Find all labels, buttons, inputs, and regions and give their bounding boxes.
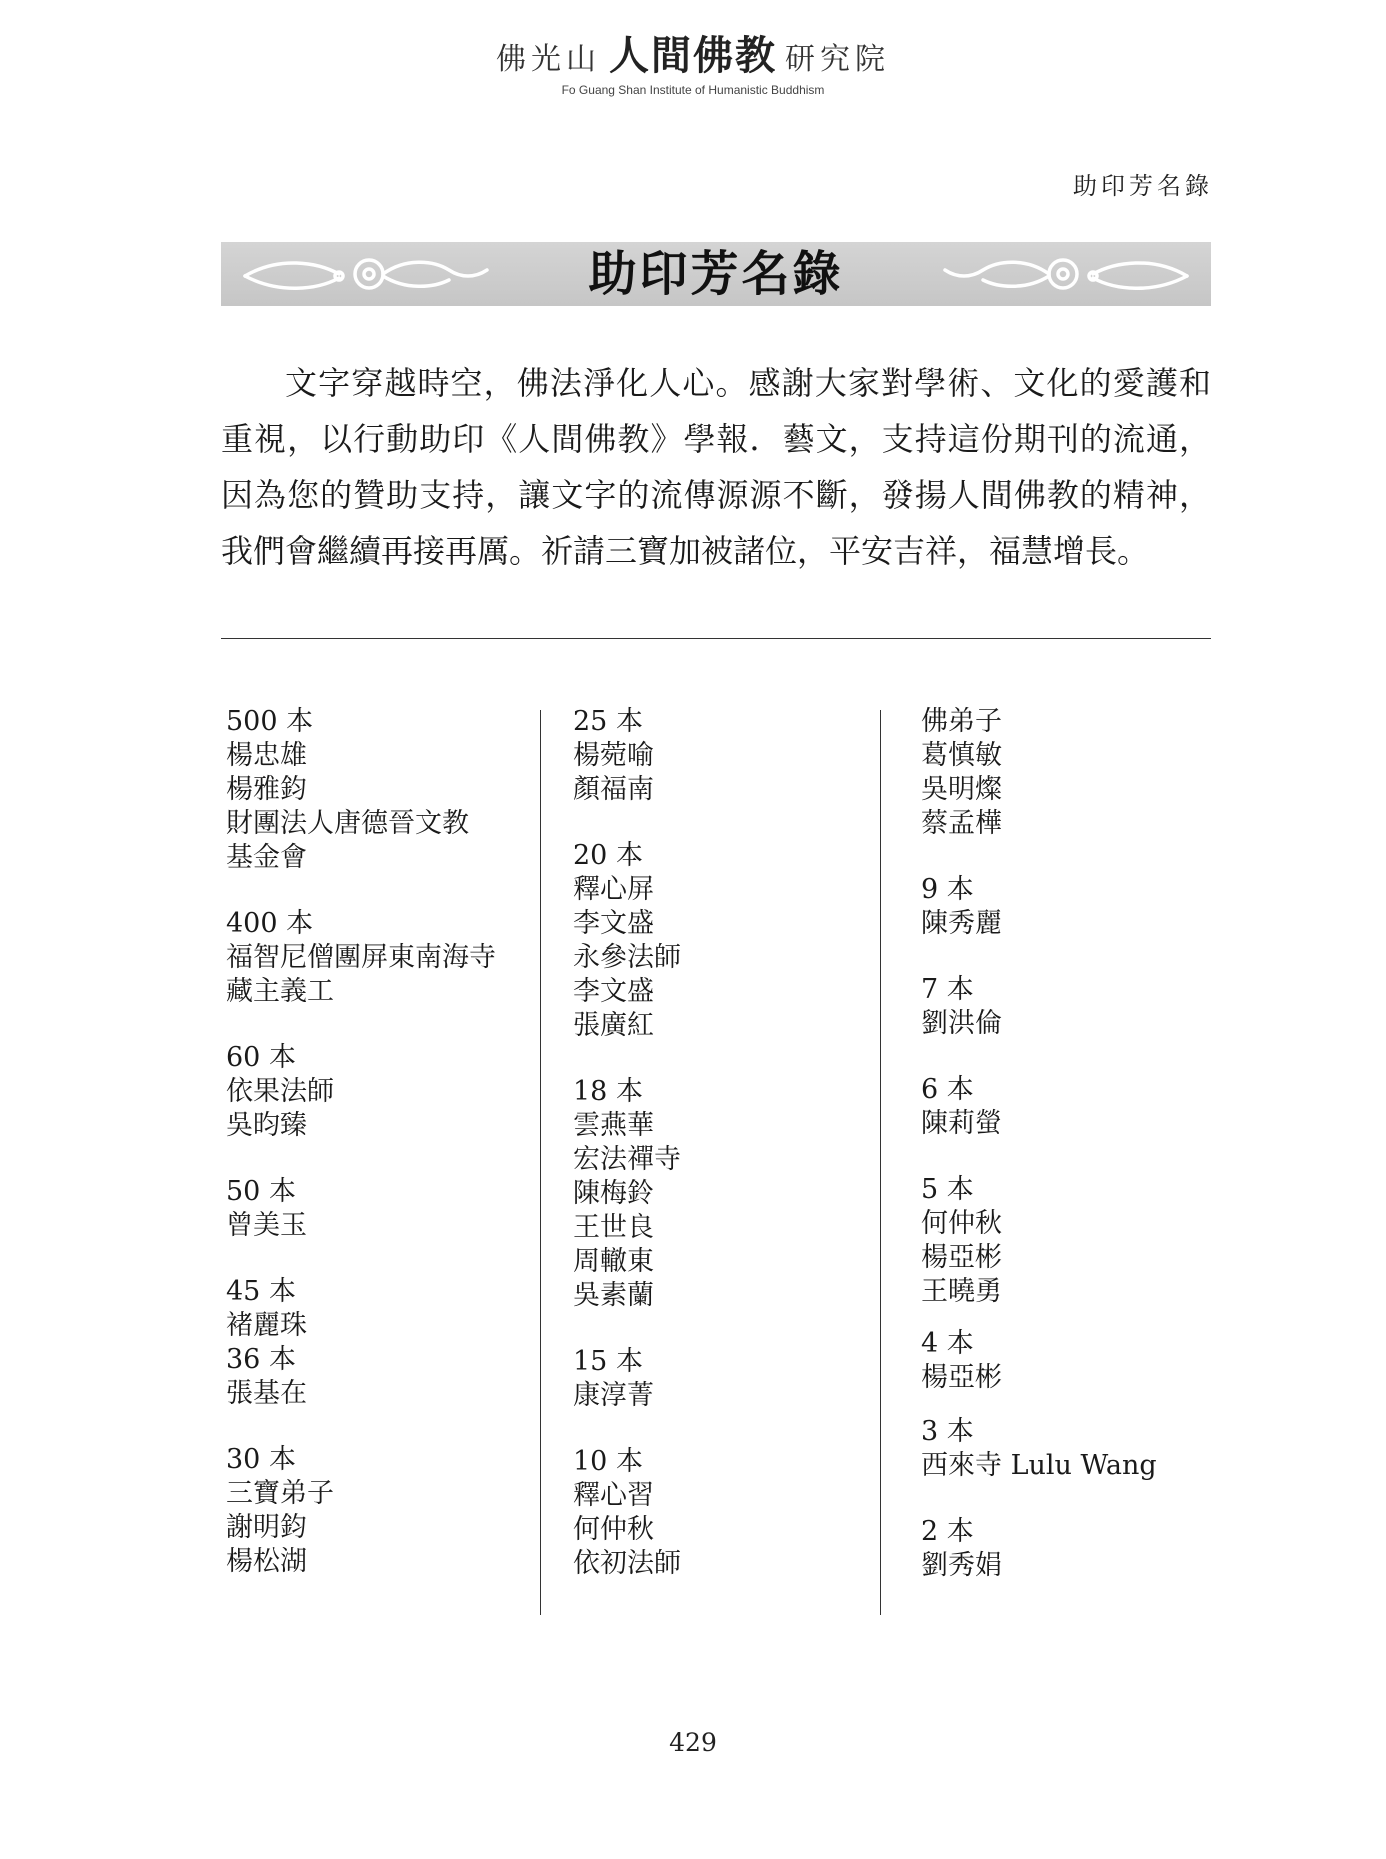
donation-amount: 50 本 [226,1176,296,1207]
donor-group [573,1075,873,1313]
intro-text: 文字穿越時空，佛法淨化人心。感謝大家對學術、文化的愛護和重視，以行動助印《人間佛教》學報．藝文，支持這份期刊的流通，因為您的贊助支持，讓文字的流傳源源不斷，發揚人間佛教的精神，我們會繼續再接再厲。祈請三寶加被諸位，平安吉祥，福慧增長。 [221,364,1211,570]
donation-amount: 6 本 [921,1074,974,1105]
donor-name: 楊亞彬 [921,1362,1002,1393]
donor-name: 佛弟子 [921,706,1002,737]
donor-name: 依初法師 [573,1548,681,1579]
donation-amount: 3 本 [921,1416,974,1447]
donor-name: 基金會 [226,842,307,873]
donor-name: 劉秀娟 [921,1550,1002,1581]
institute-calligraphy-logo: 人間佛教 [609,32,777,79]
title-banner [221,242,1211,306]
section-divider [221,638,1211,639]
donor-name: 李文盛 [573,908,654,939]
donor-group [921,1173,1201,1309]
donation-amount: 20 本 [573,840,643,871]
donor-group [226,1443,536,1579]
institute-name-right: 研究院 [785,42,890,77]
donor-name: 陳梅鈴 [573,1178,654,1209]
donation-amount: 45 本 [226,1276,296,1307]
institute-name-en: Fo Guang Shan Institute of Humanistic Buddhism [561,83,825,97]
donation-amount: 9 本 [921,874,974,905]
donor-name: 西來寺 Lulu Wang [921,1450,1157,1481]
donor-name: 張基在 [226,1378,307,1409]
donation-amount: 60 本 [226,1042,296,1073]
donor-name: 李文盛 [573,976,654,1007]
donor-group [226,705,536,875]
donor-column-3 [921,705,1201,1615]
donor-group [573,839,873,1043]
donor-name: 吳昀臻 [226,1110,307,1141]
donor-name: 楊忠雄 [226,740,307,771]
donation-amount: 15 本 [573,1346,643,1377]
donor-name: 陳莉螢 [921,1108,1002,1139]
donor-name: 何仲秋 [921,1208,1002,1239]
donor-name: 楊松湖 [226,1546,307,1577]
donor-name: 楊菀喻 [573,740,654,771]
donor-group [921,1327,1201,1395]
column-divider [540,710,541,1615]
donor-name: 吳素蘭 [573,1280,654,1311]
donor-name: 釋心習 [573,1480,654,1511]
donor-name: 蔡孟樺 [921,808,1002,839]
donation-amount: 5 本 [921,1174,974,1205]
donor-name: 永參法師 [573,942,681,973]
donor-name: 吳明燦 [921,774,1002,805]
donor-group [226,1343,536,1411]
donation-amount: 500 本 [226,706,314,737]
donor-name: 依果法師 [226,1076,334,1107]
donor-name: 顏福南 [573,774,654,805]
donor-group [921,705,1201,841]
donor-group [573,1345,873,1413]
donor-group [226,1175,536,1243]
donor-name: 財團法人唐德晉文教 [226,808,469,839]
donor-name: 劉洪倫 [921,1008,1002,1039]
donation-amount: 400 本 [226,908,314,939]
column-divider [880,710,881,1615]
donor-name: 張廣紅 [573,1010,654,1041]
donor-name: 周轍東 [573,1246,654,1277]
donor-name: 雲燕華 [573,1110,654,1141]
donor-name: 王曉勇 [921,1276,1002,1307]
page-number: 429 [669,1728,717,1757]
donor-group [226,1041,536,1143]
institute-header [0,24,1386,97]
donor-group [226,1275,536,1343]
donation-amount: 36 本 [226,1344,296,1375]
donor-group [921,973,1201,1041]
donor-group [573,705,873,807]
donor-name: 三寶弟子 [226,1478,334,1509]
donor-name: 福智尼僧團屏東南海寺 [226,942,496,973]
donation-amount: 2 本 [921,1516,974,1547]
donor-name: 王世良 [573,1212,654,1243]
donor-name: 褚麗珠 [226,1310,307,1341]
page-title: 助印芳名錄 [588,246,844,302]
donor-name: 宏法禪寺 [573,1144,681,1175]
institute-name-left: 佛光山 [496,42,601,77]
donor-group [921,1515,1201,1583]
donation-amount: 4 本 [921,1328,974,1359]
donor-group [921,873,1201,941]
donation-amount: 10 本 [573,1446,643,1477]
donation-amount: 25 本 [573,706,643,737]
donor-name: 何仲秋 [573,1514,654,1545]
running-head: 助印芳名錄 [1073,172,1213,200]
donation-amount: 30 本 [226,1444,296,1475]
donor-group [573,1445,873,1581]
donor-name: 藏主義工 [226,976,334,1007]
donor-group [921,1073,1201,1141]
donor-name: 陳秀麗 [921,908,1002,939]
donor-column-1 [226,705,536,1611]
donor-name: 葛慎敏 [921,740,1002,771]
institute-name-zh [0,24,1386,81]
donor-group [921,1415,1201,1483]
donation-amount: 18 本 [573,1076,643,1107]
donor-group [226,907,536,1009]
intro-paragraph [221,355,1211,579]
donor-name: 楊亞彬 [921,1242,1002,1273]
donor-name: 謝明鈞 [226,1512,307,1543]
donor-name: 釋心屏 [573,874,654,905]
donor-name: 楊雅鈞 [226,774,307,805]
donor-column-2 [573,705,873,1613]
donor-name: 曾美玉 [226,1210,307,1241]
donor-name: 康淳菁 [573,1380,654,1411]
donation-amount: 7 本 [921,974,974,1005]
